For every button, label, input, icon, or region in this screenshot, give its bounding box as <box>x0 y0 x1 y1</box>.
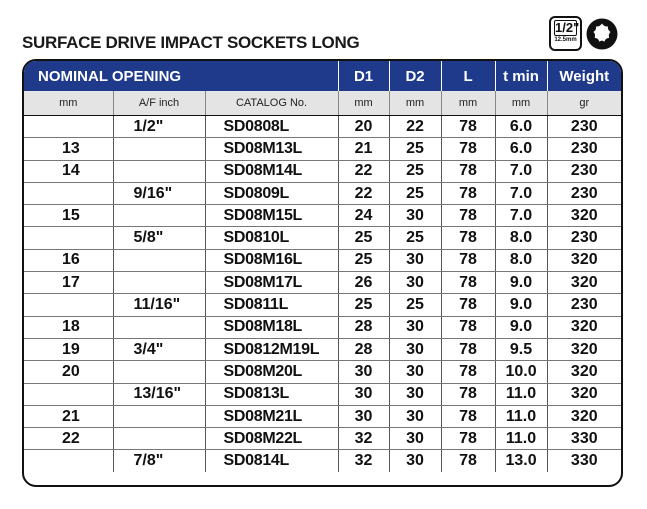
cell-l: 78 <box>441 205 495 227</box>
cell-mm: 20 <box>24 361 113 383</box>
unit-af-inch: A/F inch <box>113 91 205 116</box>
cell-af-inch: 11/16" <box>113 294 205 316</box>
socket-spec-table <box>22 59 623 487</box>
cell-catalog-number: SD08M22L <box>205 428 338 450</box>
cell-l: 78 <box>441 182 495 204</box>
header-d1: D1 <box>338 61 389 91</box>
cell-d2: 30 <box>389 205 441 227</box>
cell-mm <box>24 294 113 316</box>
cell-tmin: 7.0 <box>495 182 547 204</box>
unit-d1: mm <box>338 91 389 116</box>
cell-l: 78 <box>441 249 495 271</box>
cell-l: 78 <box>441 227 495 249</box>
cell-d1: 22 <box>338 182 389 204</box>
cell-l: 78 <box>441 316 495 338</box>
table-row <box>24 227 621 249</box>
cell-d2: 22 <box>389 116 441 138</box>
unit-catalog: CATALOG No. <box>205 91 338 116</box>
unit-row <box>24 91 621 116</box>
cell-af-inch <box>113 249 205 271</box>
cell-d2: 25 <box>389 294 441 316</box>
header-nominal-opening: NOMINAL OPENING <box>24 61 338 91</box>
cell-catalog-number: SD08M17L <box>205 272 338 294</box>
cell-d2: 30 <box>389 338 441 360</box>
cell-tmin: 11.0 <box>495 428 547 450</box>
cell-d2: 30 <box>389 249 441 271</box>
cell-mm: 17 <box>24 272 113 294</box>
cell-d2: 30 <box>389 450 441 472</box>
cell-weight: 330 <box>570 452 598 470</box>
cell-d1: 32 <box>338 450 389 472</box>
cell-af-inch: 3/4" <box>113 338 205 360</box>
header-tmin: t min <box>495 61 547 91</box>
cell-tmin: 7.0 <box>495 160 547 182</box>
table-row <box>24 205 621 227</box>
cell-weight: 320 <box>547 316 621 338</box>
cell-tmin: 6.0 <box>495 138 547 160</box>
cell-d1: 30 <box>338 361 389 383</box>
cell-mm <box>24 383 113 405</box>
cell-d2: 30 <box>389 272 441 294</box>
cell-d1: 30 <box>338 405 389 427</box>
cell-catalog-number: SD08M20L <box>205 361 338 383</box>
table-row <box>24 294 621 316</box>
table-row <box>24 182 621 204</box>
cell-d1: 21 <box>338 138 389 160</box>
cell-mm: 15 <box>24 205 113 227</box>
cell-weight: 230 <box>547 227 621 249</box>
cell-weight: 230 <box>547 116 621 138</box>
cell-catalog-number: SD08M13L <box>205 138 338 160</box>
cell-weight: 330 <box>547 428 621 450</box>
cell-mm: 19 <box>24 338 113 360</box>
cell-tmin: 9.5 <box>495 338 547 360</box>
cell-catalog-number: SD0810L <box>205 227 338 249</box>
unit-weight: gr <box>547 91 621 116</box>
table-row <box>24 116 621 138</box>
cell-af-inch <box>113 272 205 294</box>
cell-tmin: 7.0 <box>495 205 547 227</box>
drive-metric: 12.5mm <box>554 37 577 43</box>
cell-mm <box>24 182 113 204</box>
table-row <box>24 249 621 271</box>
cell-catalog-number: SD08M15L <box>205 205 338 227</box>
torx-surface-drive-icon <box>585 17 619 51</box>
cell-weight: 320 <box>547 249 621 271</box>
cell-d1: 22 <box>338 160 389 182</box>
cell-tmin: 11.0 <box>495 383 547 405</box>
cell-l: 78 <box>441 116 495 138</box>
cell-mm: 18 <box>24 316 113 338</box>
cell-weight: 320 <box>547 205 621 227</box>
cell-af-inch: 5/8" <box>113 227 205 249</box>
header-weight: Weight <box>547 61 621 91</box>
cell-af-inch: 1/2" <box>113 116 205 138</box>
header-l: L <box>441 61 495 91</box>
cell-catalog-number: SD0814L <box>205 450 338 472</box>
cell-weight: 320 <box>547 338 621 360</box>
cell-l: 78 <box>441 405 495 427</box>
cell-d2: 25 <box>389 182 441 204</box>
cell-tmin: 10.0 <box>495 361 547 383</box>
cell-tmin: 9.0 <box>495 294 547 316</box>
cell-catalog-number: SD0811L <box>205 294 338 316</box>
cell-l: 78 <box>441 160 495 182</box>
drive-fraction: 1/2" <box>555 20 580 35</box>
cell-d1: 28 <box>338 316 389 338</box>
cell-d2: 30 <box>389 316 441 338</box>
cell-weight: 230 <box>547 138 621 160</box>
unit-l: mm <box>441 91 495 116</box>
cell-af-inch: 9/16" <box>113 182 205 204</box>
cell-catalog-number: SD0809L <box>205 182 338 204</box>
cell-l: 78 <box>441 450 495 472</box>
cell-d2: 30 <box>389 383 441 405</box>
table-row <box>24 405 621 427</box>
cell-catalog-number: SD0812M19L <box>205 338 338 360</box>
cell-l: 78 <box>441 294 495 316</box>
cell-tmin: 8.0 <box>495 227 547 249</box>
cell-catalog-number: SD08M21L <box>205 405 338 427</box>
cell-d2: 30 <box>389 405 441 427</box>
cell-d1: 20 <box>338 116 389 138</box>
cell-d1: 25 <box>338 294 389 316</box>
cell-mm <box>24 450 113 472</box>
cell-mm <box>24 227 113 249</box>
cell-weight: 230 <box>547 182 621 204</box>
cell-mm: 16 <box>24 249 113 271</box>
unit-tmin: mm <box>495 91 547 116</box>
cell-l: 78 <box>441 272 495 294</box>
cell-d2: 25 <box>389 160 441 182</box>
table-row <box>24 361 621 383</box>
cell-catalog-number: SD08M18L <box>205 316 338 338</box>
unit-d2: mm <box>389 91 441 116</box>
cell-weight: 320 <box>547 383 621 405</box>
cell-d1: 26 <box>338 272 389 294</box>
header-d2: D2 <box>389 61 441 91</box>
cell-mm <box>24 116 113 138</box>
cell-d1: 25 <box>338 227 389 249</box>
cell-weight: 320 <box>547 405 621 427</box>
cell-catalog-number: SD0813L <box>205 383 338 405</box>
cell-tmin: 8.0 <box>495 249 547 271</box>
cell-d2: 30 <box>389 428 441 450</box>
cell-tmin: 13.0 <box>495 450 547 472</box>
cell-af-inch <box>113 405 205 427</box>
cell-weight: 320 <box>547 361 621 383</box>
cell-af-inch <box>113 205 205 227</box>
cell-l: 78 <box>441 138 495 160</box>
page-title: SURFACE DRIVE IMPACT SOCKETS LONG <box>22 33 360 52</box>
cell-tmin: 6.0 <box>495 116 547 138</box>
table-row <box>24 138 621 160</box>
cell-l: 78 <box>441 428 495 450</box>
cell-d1: 28 <box>338 338 389 360</box>
cell-d2: 25 <box>389 138 441 160</box>
cell-af-inch <box>113 160 205 182</box>
cell-tmin: 11.0 <box>495 405 547 427</box>
cell-weight: 230 <box>547 294 621 316</box>
table-row <box>24 450 621 472</box>
table-row <box>24 428 621 450</box>
cell-l: 78 <box>441 338 495 360</box>
drive-size-badge-icon <box>549 16 582 51</box>
unit-mm: mm <box>24 91 113 116</box>
cell-d2: 25 <box>389 227 441 249</box>
cell-catalog-number: SD0808L <box>205 116 338 138</box>
header-row <box>24 61 621 91</box>
cell-af-inch <box>113 361 205 383</box>
cell-l: 78 <box>441 383 495 405</box>
table-row <box>24 160 621 182</box>
cell-mm: 13 <box>24 138 113 160</box>
cell-weight: 230 <box>547 160 621 182</box>
cell-af-inch: 7/8" <box>113 450 205 472</box>
table-row <box>24 338 621 360</box>
table-row <box>24 272 621 294</box>
cell-d2: 30 <box>389 361 441 383</box>
cell-mm: 22 <box>24 428 113 450</box>
cell-d1: 24 <box>338 205 389 227</box>
cell-mm: 14 <box>24 160 113 182</box>
cell-d1: 30 <box>338 383 389 405</box>
table-row <box>24 383 621 405</box>
cell-l: 78 <box>441 361 495 383</box>
table-row <box>24 316 621 338</box>
cell-catalog-number: SD08M14L <box>205 160 338 182</box>
cell-af-inch: 13/16" <box>113 383 205 405</box>
cell-af-inch <box>113 316 205 338</box>
cell-d1: 25 <box>338 249 389 271</box>
cell-tmin: 9.0 <box>495 316 547 338</box>
cell-af-inch <box>113 428 205 450</box>
cell-catalog-number: SD08M16L <box>205 249 338 271</box>
cell-weight: 320 <box>547 272 621 294</box>
cell-af-inch <box>113 138 205 160</box>
cell-tmin: 9.0 <box>495 272 547 294</box>
cell-mm: 21 <box>24 405 113 427</box>
cell-d1: 32 <box>338 428 389 450</box>
